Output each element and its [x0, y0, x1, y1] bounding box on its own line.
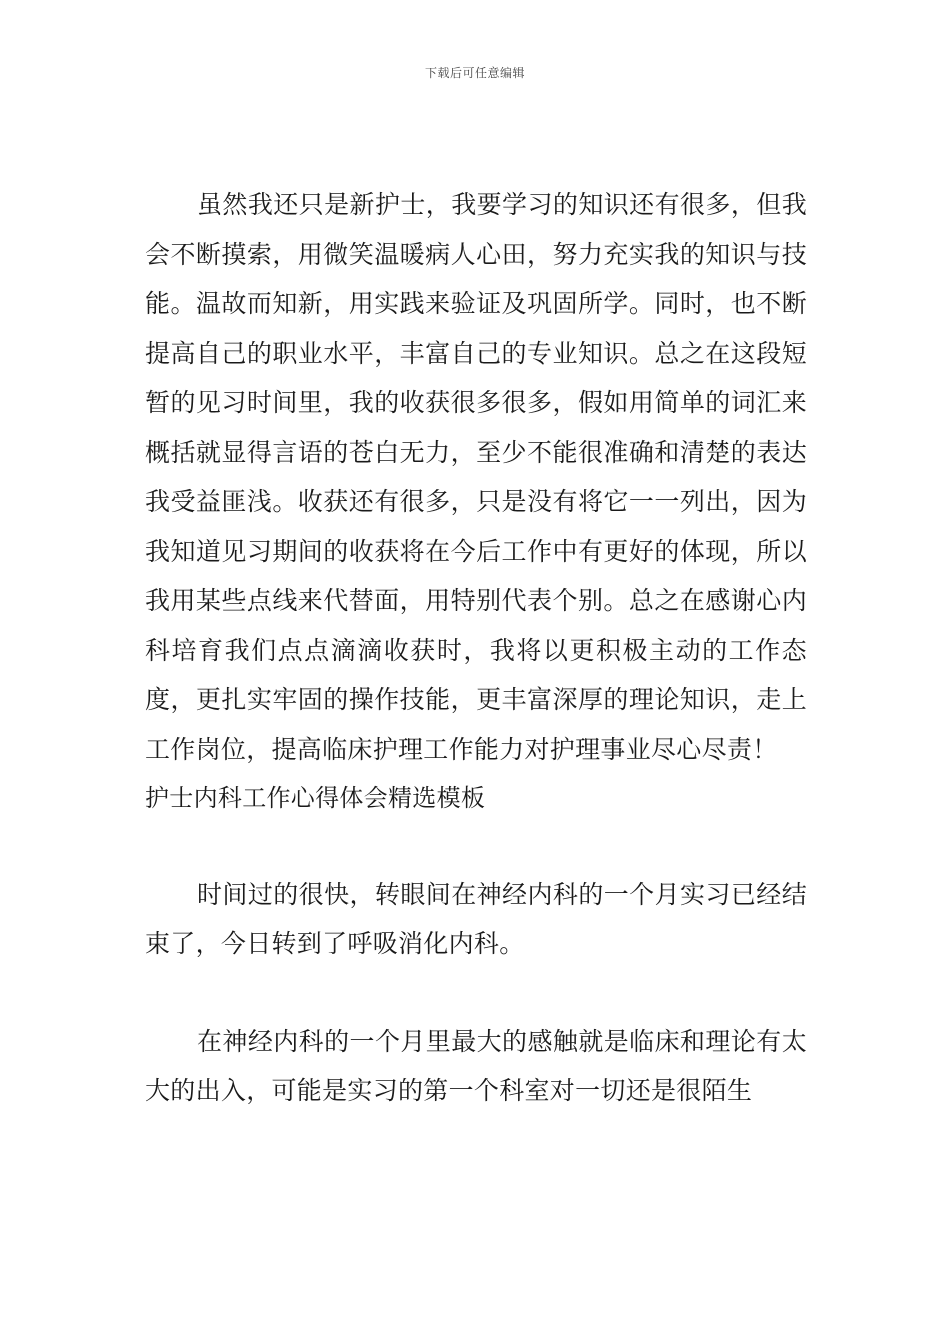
paragraph-closing-reflection: 虽然我还只是新护士，我要学习的知识还有很多，但我会不断摸索，用微笑温暖病人心田，努力充实我的知识与技能。温故而知新，用实践来验证及巩固所学。同时，也不断提高自己的职业水平，丰富自己的专业知识。总之在这段短暂的见习时间里，我的收获很多很多，假如用简单的词汇来概括就显得言语的苍白无力，至少不能很准确和清楚的表达我受益匪浅。收获还有很多，只是没有将它一一列出，因为我知道见习期间的收获将在今后工作中有更好的体现，所以我用某些点线来代替面，用特别代表个别。总之在感谢心内科培育我们点点滴滴收获时，我将以更积极主动的工作态度，更扎实牢固的操作技能，更丰富深厚的理论知识，走上工作岗位，提高临床护理工作能力对护理事业尽心尽责！ — [145, 190, 807, 764]
document-body — [145, 180, 807, 1116]
section-title: 护士内科工作心得体会精选模板 — [145, 784, 486, 812]
paragraph-neurology-experience: 在神经内科的一个月里最大的感触就是临床和理论有太大的出入，可能是实习的第一个科室对一切还是很陌生 — [145, 1026, 807, 1105]
paragraph-intro: 时间过的很快，转眼间在神经内科的一个月实习已经结束了，今日转到了呼吸消化内科。 — [145, 879, 807, 958]
page-header: 下载后可任意编辑 — [424, 66, 525, 80]
